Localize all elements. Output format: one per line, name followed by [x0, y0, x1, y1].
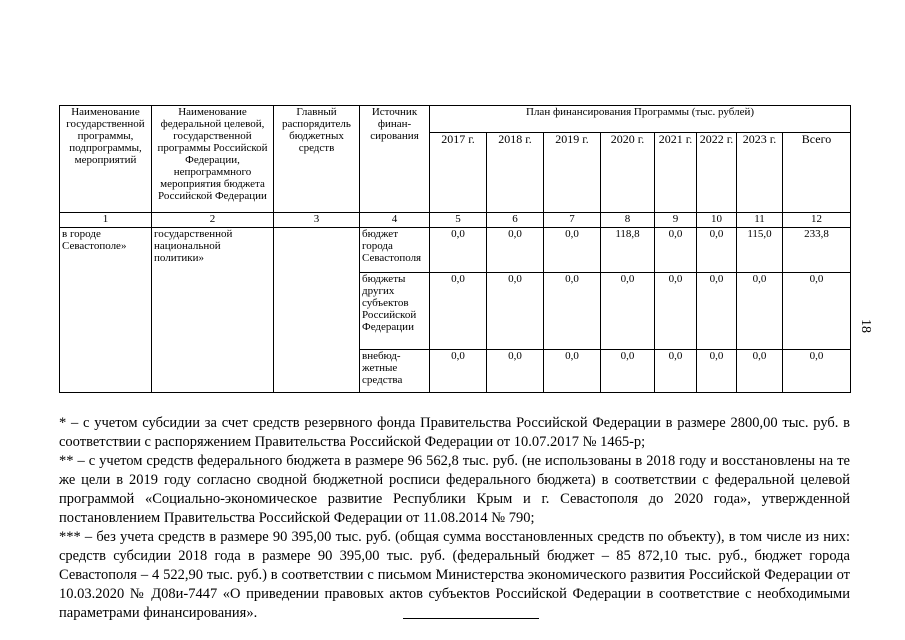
value-cell: 0,0: [601, 350, 655, 393]
header-financing-plan: План финансирования Программы (тыс. рублей): [430, 106, 851, 133]
table-row: [60, 228, 851, 273]
value-cell: 0,0: [487, 228, 544, 273]
funding-source-cell: бюджет города Севастополя: [360, 228, 430, 273]
header-federal-program: Наименование федеральной целевой, государственной программы Российской Федерации, непрограммного мероприятия бюджета Российской Федерации: [152, 106, 274, 213]
value-cell: 0,0: [655, 273, 697, 350]
column-number: 7: [544, 213, 601, 228]
column-number: 12: [783, 213, 851, 228]
value-cell: 0,0: [601, 273, 655, 350]
value-cell: 0,0: [487, 273, 544, 350]
value-cell: 0,0: [737, 273, 783, 350]
header-year: 2022 г.: [697, 133, 737, 213]
header-budget-manager: Главный распорядитель бюджетных средств: [274, 106, 360, 213]
column-number: 5: [430, 213, 487, 228]
footnotes: [59, 414, 850, 623]
column-number: 4: [360, 213, 430, 228]
value-cell: 0,0: [544, 228, 601, 273]
column-number: 3: [274, 213, 360, 228]
value-cell: 0,0: [737, 350, 783, 393]
budget-manager-cell: [274, 228, 360, 393]
funding-source-cell: бюджеты других субъектов Российской Федерации: [360, 273, 430, 350]
value-cell: 0,0: [697, 273, 737, 350]
header-year: 2023 г.: [737, 133, 783, 213]
value-cell: 0,0: [430, 350, 487, 393]
financing-table: [59, 105, 851, 393]
column-number: 9: [655, 213, 697, 228]
value-cell: 0,0: [430, 273, 487, 350]
total-cell: 0,0: [783, 350, 851, 393]
column-number: 1: [60, 213, 152, 228]
header-year: 2017 г.: [430, 133, 487, 213]
value-cell: 0,0: [697, 350, 737, 393]
column-numbers-row: [60, 213, 851, 228]
header-row-1: [60, 106, 851, 133]
header-funding-source: Источник финан- сирования: [360, 106, 430, 213]
footnote-2: ** – с учетом средств федерального бюджета в размере 96 562,8 тыс. руб. (не использованы в 2018 году и восстановлены на те же цели в 2019 году согласно сводной бюджетной росписи федерального бюджета) в соответствии с федеральной целевой программой «Социально-экономическое развитие Республики Крым и г. Севастополя до 2020 года», утвержденной постановлением Правительства Российской Федерации от 11.08.2014 № 790;: [59, 453, 850, 526]
funding-source-cell: внебюд- жетные средства: [360, 350, 430, 393]
footnote-1: * – с учетом субсидии за счет средств резервного фонда Правительства Российской Федерации в размере 2800,00 тыс. руб. в соответствии с распоряжением Правительства Российской Федерации от 10.07.2017 № 1465-р;: [59, 415, 850, 450]
column-number: 8: [601, 213, 655, 228]
value-cell: 0,0: [697, 228, 737, 273]
header-year: 2019 г.: [544, 133, 601, 213]
column-number: 11: [737, 213, 783, 228]
value-cell: 0,0: [544, 273, 601, 350]
value-cell: 0,0: [655, 350, 697, 393]
footnote-3: *** – без учета средств в размере 90 395,00 тыс. руб. (общая сумма восстановленных средств по объекту), в том числе из них: средств субсидии 2018 года в размере 90 395,00 тыс. руб. (федеральный бюджет – 85 872,10 тыс. руб., бюджет города Севастополя – 4 522,90 тыс. руб.) в соответствии с письмом Министерства экономического развития Российской Федерации от 10.03.2020 № Д08и-7447 «О приведении правовых актов субъектов Российской Федерации в соответствие с необходимыми параметрами финансирования».: [59, 529, 850, 621]
column-number: 6: [487, 213, 544, 228]
header-program: Наименование государственной программы, подпрограммы, мероприятий: [60, 106, 152, 213]
value-cell: 0,0: [655, 228, 697, 273]
column-number: 10: [697, 213, 737, 228]
header-total: Всего: [783, 133, 851, 213]
column-number: 2: [152, 213, 274, 228]
value-cell: 0,0: [430, 228, 487, 273]
value-cell: 0,0: [544, 350, 601, 393]
value-cell: 115,0: [737, 228, 783, 273]
value-cell: 0,0: [487, 350, 544, 393]
closing-rule: [403, 618, 539, 619]
header-year: 2021 г.: [655, 133, 697, 213]
value-cell: 118,8: [601, 228, 655, 273]
program-name-cell: в городе Севастополе»: [60, 228, 152, 393]
total-cell: 0,0: [783, 273, 851, 350]
header-year: 2018 г.: [487, 133, 544, 213]
total-cell: 233,8: [783, 228, 851, 273]
header-year: 2020 г.: [601, 133, 655, 213]
federal-program-cell: государственной национальной политики»: [152, 228, 274, 393]
page-number: 18: [858, 319, 873, 333]
